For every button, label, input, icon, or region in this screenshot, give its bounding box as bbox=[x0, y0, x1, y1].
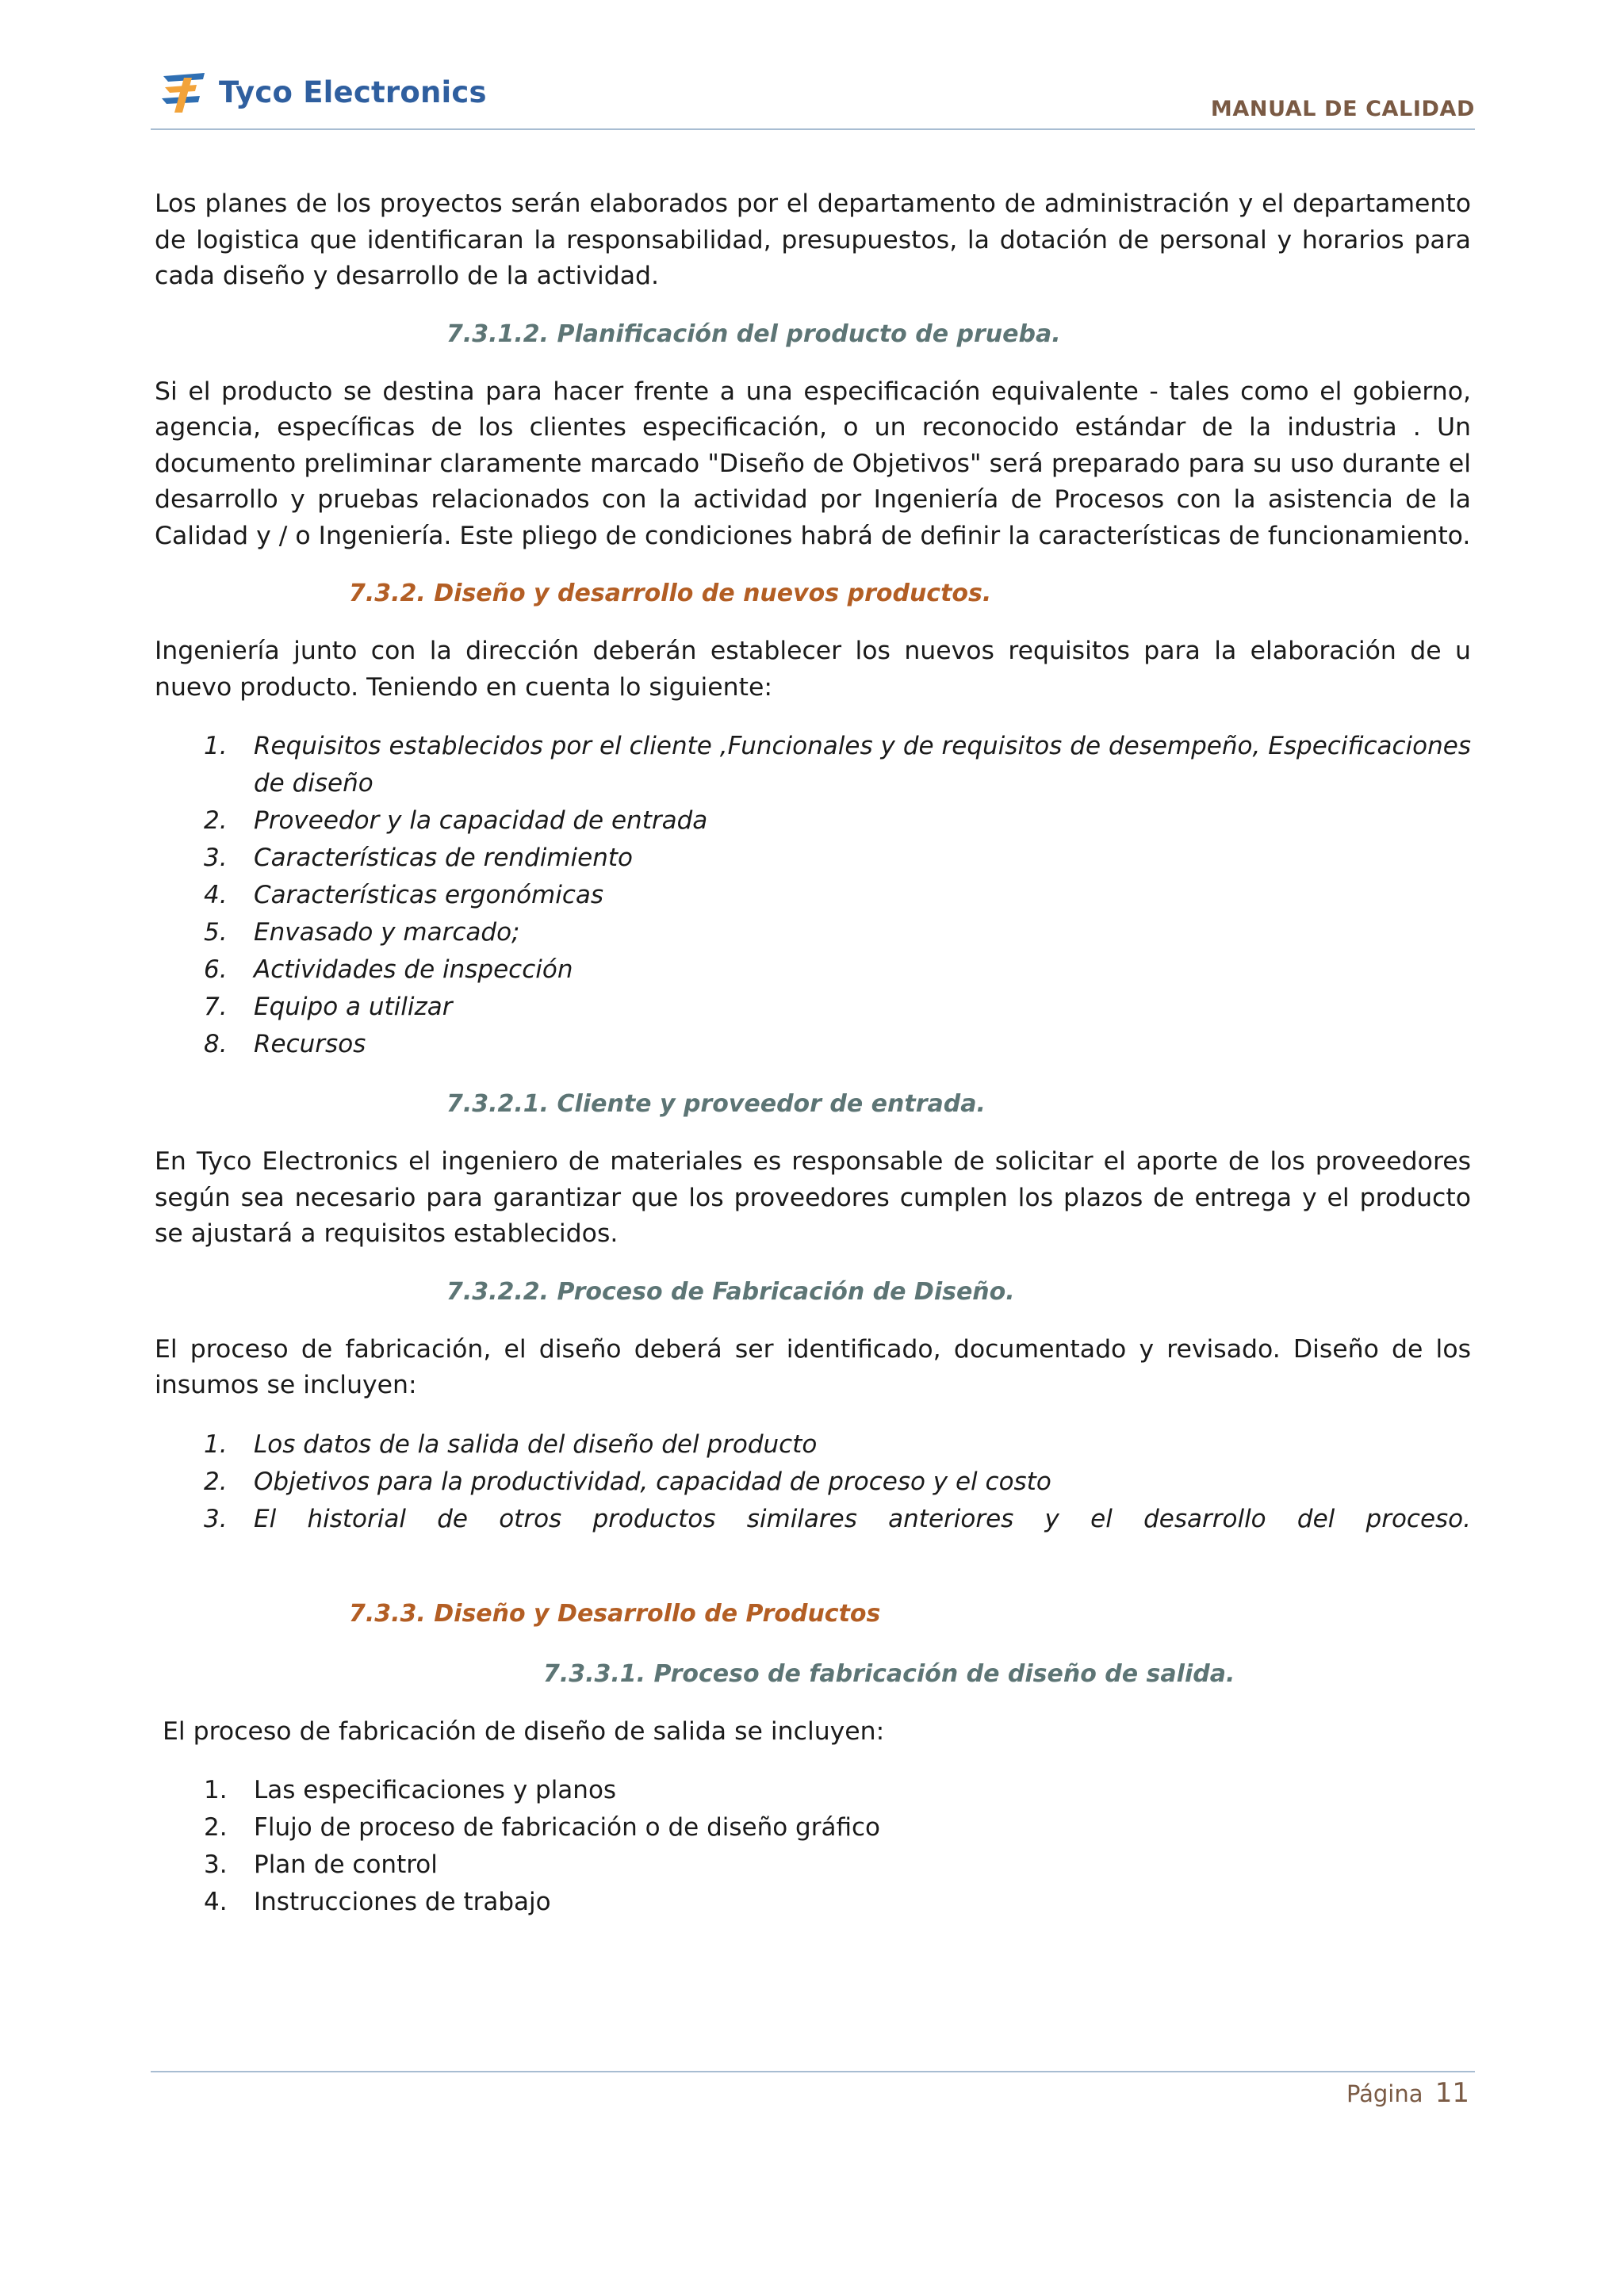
page-number: 11 bbox=[1434, 2077, 1469, 2109]
paragraph-test-product: Si el producto se destina para hacer frente a una especificación equivalente - tales como el gobierno, agencia, específicas de los clientes especificación, o un reconocido estándar de la industria . Un documento preliminar claramente marcado "Diseño de Objetivos" será preparado para su uso durante el desarrollo y pruebas relacionados con la actividad por Ingeniería de Procesos con la asistencia de la Calidad y / o Ingeniería. Este pliego de condiciones habrá de definir la características de funcionamiento. bbox=[155, 377, 1471, 550]
heading-7-3-3-1: 7.3.3.1. Proceso de fabricación de diseño de salida. bbox=[543, 1659, 1235, 1688]
list-item: 3. Características de rendimiento bbox=[204, 844, 633, 872]
page-content bbox=[155, 186, 1471, 1921]
list-item: 8. Recursos bbox=[204, 1030, 366, 1058]
header-divider bbox=[151, 128, 1475, 130]
footer-divider bbox=[151, 2071, 1475, 2072]
paragraph-design-output: El proceso de fabricación de diseño de salida se incluyen: bbox=[163, 1716, 885, 1746]
list-item: 3. Plan de control bbox=[204, 1850, 438, 1879]
page-header bbox=[151, 59, 1475, 131]
list-item: 2. Proveedor y la capacidad de entrada bbox=[204, 806, 708, 835]
inputs-list bbox=[155, 1426, 1471, 1538]
logo-wordmark: Tyco Electronics bbox=[219, 75, 487, 109]
page-footer bbox=[1346, 2077, 1469, 2109]
list-item: 2. Objetivos para la productividad, capacidad de proceso y el costo bbox=[204, 1467, 1051, 1496]
list-item: 4. Características ergonómicas bbox=[204, 881, 604, 909]
list-item: 3. El historial de otros productos similares anteriores y el desarrollo del proceso. bbox=[204, 1504, 1471, 1533]
list-item: 7. Equipo a utilizar bbox=[204, 993, 453, 1021]
heading-7-3-2: 7.3.2. Diseño y desarrollo de nuevos productos. bbox=[349, 580, 992, 607]
paragraph-project-plans: Los planes de los proyectos serán elaborados por el departamento de administración y el departamento de logistica que identificaran la responsabilidad, presupuestos, la dotación de personal y horarios para cada diseño y desarrollo de la actividad. bbox=[155, 189, 1471, 290]
tyco-logo-icon bbox=[160, 68, 211, 116]
paragraph-manufacturing-process: El proceso de fabricación, el diseño deberá ser identificado, documentado y revisado. Diseño de los insumos se incluyen: bbox=[155, 1334, 1471, 1399]
list-item: 1. Las especificaciones y planos bbox=[204, 1776, 617, 1804]
paragraph-new-requirements: Ingeniería junto con la dirección deberán establecer los nuevos requisitos para la elaboración de u nuevo producto. Teniendo en cuenta lo siguiente: bbox=[155, 637, 1471, 702]
heading-7-3-2-1: 7.3.2.1. Cliente y proveedor de entrada. bbox=[446, 1090, 986, 1118]
list-item: 5. Envasado y marcado; bbox=[204, 918, 520, 947]
list-item: 2. Flujo de proceso de fabricación o de diseño gráfico bbox=[204, 1813, 881, 1842]
document-title: MANUAL DE CALIDAD bbox=[1210, 97, 1475, 121]
heading-7-3-3: 7.3.3. Diseño y Desarrollo de Productos bbox=[349, 1599, 881, 1628]
list-item: 4. Instrucciones de trabajo bbox=[204, 1888, 551, 1916]
outputs-list bbox=[155, 1772, 1471, 1921]
list-item: 6. Actividades de inspección bbox=[204, 955, 573, 984]
heading-7-3-2-2: 7.3.2.2. Proceso de Fabricación de Diseño. bbox=[446, 1277, 1015, 1306]
list-item: 1. Requisitos establecidos por el cliente ,Funcionales y de requisitos de desempeño, Especificaciones de diseño bbox=[204, 732, 1471, 798]
requirements-list bbox=[155, 728, 1471, 1063]
heading-7-3-1-2: 7.3.1.2. Planificación del producto de prueba. bbox=[446, 320, 1061, 348]
page-label: Página bbox=[1346, 2080, 1423, 2107]
company-logo bbox=[160, 64, 487, 120]
paragraph-supplier-input: En Tyco Electronics el ingeniero de materiales es responsable de solicitar el aporte de los proveedores según sea necesario para garantizar que los proveedores cumplen los plazos de entrega y el producto se ajustará a requisitos establecidos. bbox=[155, 1147, 1471, 1248]
list-item: 1. Los datos de la salida del diseño del producto bbox=[204, 1429, 818, 1459]
